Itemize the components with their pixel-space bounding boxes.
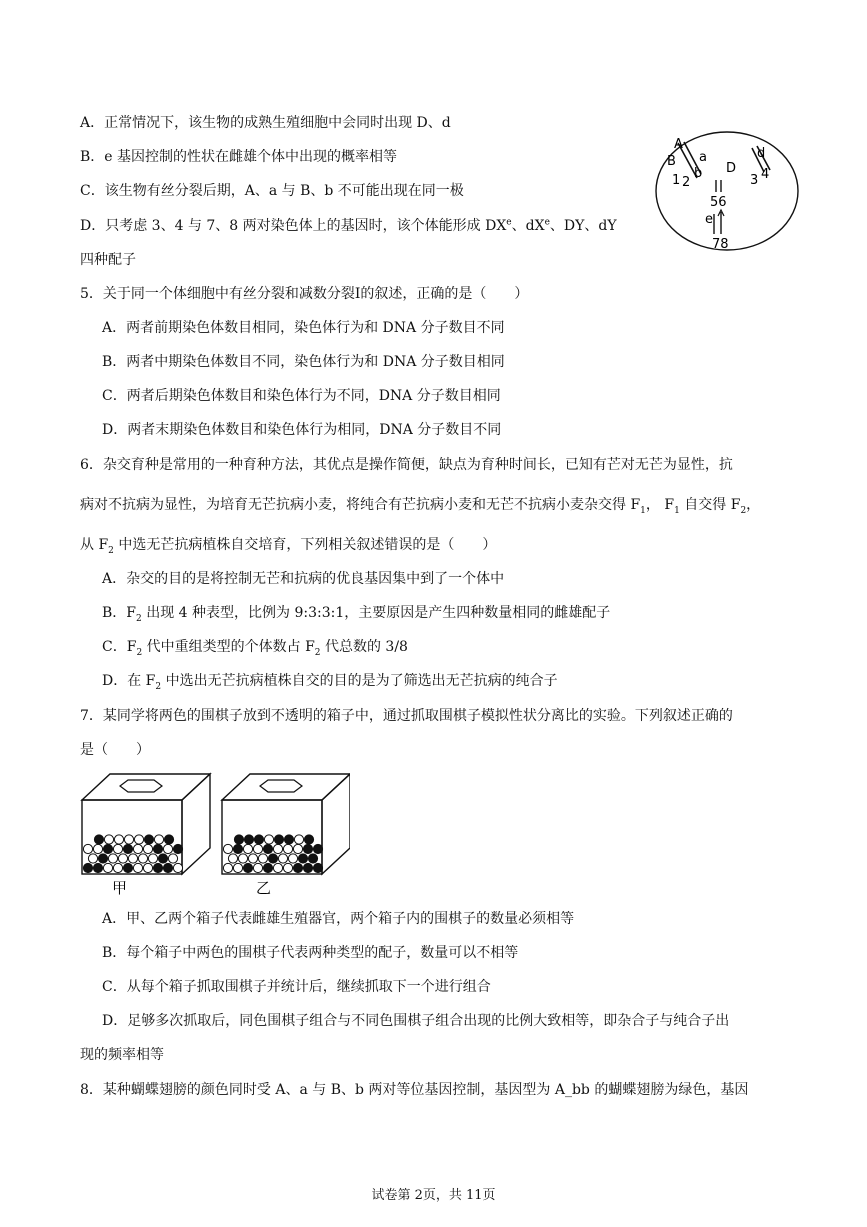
white-stone [148, 854, 157, 863]
black-stone [123, 844, 132, 853]
black-stone [263, 844, 272, 853]
white-stone [168, 854, 177, 863]
black-stone [123, 863, 132, 872]
q6-line2-a: 病对不抗病为显性，为培育无芒抗病小麦，将纯合有芒抗病小麦和无芒不抗病小麦杂交得 F [80, 497, 641, 513]
sub-2c: 2 [136, 613, 142, 624]
black-stone [274, 835, 283, 844]
q7-option-c: C．从每个箱子抓取围棋子并统计后，继续抓取下一个进行组合 [102, 979, 491, 995]
cell-label-a: a [699, 150, 707, 165]
q7-option-d-line1: D．足够多次抓取后，同色围棋子组合与不同色围棋子组合出现的比例大致相等，即杂合子与纯合子出 [102, 1013, 730, 1029]
sub-1b: 1 [674, 505, 680, 516]
q5-option-b: B．两者中期染色体数目不同，染色体行为和 DNA 分子数目相同 [102, 354, 505, 370]
q4-option-b: B．e 基因控制的性状在雌雄个体中出现的概率相等 [80, 149, 398, 165]
black-stone [163, 863, 172, 872]
cell-label-A: A [674, 137, 683, 152]
white-stone [104, 835, 113, 844]
q7-option-d-line2: 现的频率相等 [80, 1047, 164, 1063]
q7-stem-line2: 是（ ） [80, 742, 150, 758]
q5-option-c: C．两者后期染色体数目和染色体行为不同，DNA 分子数目相同 [102, 388, 501, 404]
white-stone [288, 854, 297, 863]
black-stone [303, 844, 312, 853]
black-stone [144, 835, 153, 844]
q6-stem-line2 [80, 496, 760, 514]
white-stone [258, 854, 267, 863]
white-stone [103, 863, 112, 872]
q6-option-c [102, 638, 408, 656]
black-stone [233, 844, 242, 853]
white-stone [253, 863, 262, 872]
sub-2: 2 [740, 505, 747, 516]
q6-line3-a: 从 F [80, 537, 109, 553]
white-stone [83, 844, 92, 853]
cell-diagram [654, 130, 800, 252]
q4-option-d-text: D．只考虑 3、4 与 7、8 两对染色体上的基因时，该个体能形成 DX [80, 218, 507, 234]
q4-option-d-text3: 、DY、dY [549, 218, 617, 234]
q6-optc-c: 代总数的 3/8 [320, 639, 408, 655]
sub-2b: 2 [108, 545, 114, 556]
q6-option-d [102, 672, 558, 690]
white-stone [154, 835, 163, 844]
white-stone [238, 854, 247, 863]
cell-label-2: 2 [682, 175, 691, 190]
cell-label-e: e [705, 212, 713, 227]
go-stones-boxes-figure [78, 772, 350, 898]
sup-e: e [506, 217, 512, 228]
black-stone [313, 844, 322, 853]
black-stone [94, 835, 103, 844]
cell-label-4: 4 [761, 167, 770, 182]
page-footer: 试卷第 2页，共 11页 [371, 1188, 496, 1203]
q4-option-d [80, 217, 617, 235]
white-stone [283, 863, 292, 872]
black-stone [83, 863, 92, 872]
white-stone [133, 863, 142, 872]
black-stone [313, 863, 322, 872]
box-yi-label: 乙 [256, 879, 272, 897]
q6-stem-line1: 6．杂交育种是常用的一种育种方法，其优点是操作简便，缺点为育种时间长，已知有芒对无芒为显性，抗 [80, 457, 733, 473]
white-stone [124, 835, 133, 844]
black-stone [234, 835, 243, 844]
q7-option-b: B．每个箱子中两色的围棋子代表两种类型的配子，数量可以不相等 [102, 945, 519, 961]
cell-label-3: 3 [750, 173, 759, 188]
black-stone [304, 835, 313, 844]
q6-line2-c: 自交得 F [679, 497, 741, 513]
sub-2d: 2 [136, 647, 143, 658]
black-stone [164, 835, 173, 844]
black-stone [98, 854, 107, 863]
white-stone [253, 844, 262, 853]
white-stone [293, 844, 302, 853]
cell-label-D: D [726, 161, 737, 176]
black-stone [173, 844, 182, 853]
sup-e2: e [544, 217, 550, 228]
cell-label-B: B [667, 154, 676, 169]
white-stone [273, 844, 282, 853]
white-stone [133, 844, 142, 853]
box-yi [222, 774, 350, 874]
q6-line2-d: ， [746, 497, 761, 513]
q6-optb-b: 出现 4 种表型，比例为 9:3:3:1，主要原因是产生四种数量相同的雌雄配子 [141, 605, 611, 621]
white-stone [173, 863, 182, 872]
black-stone [284, 835, 293, 844]
white-stone [273, 863, 282, 872]
q6-optc-a: C．F [102, 639, 137, 655]
white-stone [134, 835, 143, 844]
white-stone [143, 844, 152, 853]
q6-stem-line3 [80, 536, 496, 554]
white-stone [118, 854, 127, 863]
cell-label-d: d [757, 146, 766, 161]
q7-option-a: A．甲、乙两个箱子代表雌雄生殖器官，两个箱子内的围棋子的数量必须相等 [102, 911, 575, 927]
sub-1: 1 [640, 505, 646, 516]
black-stone [298, 854, 307, 863]
black-stone [103, 844, 112, 853]
black-stone [268, 854, 277, 863]
cell-label-78: 78 [712, 237, 729, 252]
box-jia [82, 774, 210, 874]
white-stone [228, 854, 237, 863]
q5-option-a: A．两者前期染色体数目相同，染色体行为和 DNA 分子数目不同 [102, 320, 505, 336]
q7-stem-line1: 7．某同学将两色的围棋子放到不透明的箱子中，通过抓取围棋子模拟性状分离比的实验。下列叙述正确的 [80, 708, 733, 724]
q4-option-c: C．该生物有丝分裂后期，A、a 与 B、b 不可能出现在同一极 [80, 183, 464, 199]
white-stone [278, 854, 287, 863]
black-stone [243, 863, 252, 872]
q4-option-a: A．正常情况下，该生物的成熟生殖细胞中会同时出现 D、d [80, 115, 451, 131]
q6-optd-b: 中选出无芒抗病植株自交的目的是为了筛选出无芒抗病的纯合子 [161, 673, 558, 689]
white-stone [248, 854, 257, 863]
q8-stem-line1: 8．某种蝴蝶翅膀的颜色同时受 A、a 与 B、b 两对等位基因控制，基因型为 A_bb 的蝴蝶翅膀为绿色，基因 [80, 1082, 749, 1098]
black-stone [158, 854, 167, 863]
white-stone [143, 863, 152, 872]
white-stone [223, 863, 232, 872]
white-stone [88, 854, 97, 863]
white-stone [283, 844, 292, 853]
black-stone [303, 863, 312, 872]
white-stone [128, 854, 137, 863]
cell-label-1: 1 [672, 173, 681, 188]
sub-2e: 2 [314, 647, 321, 658]
q4-option-d-line2: 四种配子 [80, 252, 136, 268]
q6-option-a: A．杂交的目的是将控制无芒和抗病的优良基因集中到了一个体中 [102, 571, 505, 587]
q6-optc-b: 代中重组类型的个体数占 F [142, 639, 315, 655]
q4-option-d-text2: 、dX [511, 218, 545, 234]
black-stone [244, 835, 253, 844]
white-stone [114, 835, 123, 844]
black-stone [293, 863, 302, 872]
q5-stem: 5．关于同一个体细胞中有丝分裂和减数分裂Ⅰ的叙述，正确的是（ ） [80, 286, 529, 302]
cell-label-56: 56 [710, 195, 727, 210]
black-stone [308, 854, 317, 863]
white-stone [113, 863, 122, 872]
white-stone [138, 854, 147, 863]
q5-option-d: D．两者末期染色体数目和染色体行为相同，DNA 分子数目不同 [102, 422, 502, 438]
q6-line2-b: ， F [645, 497, 675, 513]
white-stone [108, 854, 117, 863]
box-jia-label: 甲 [112, 879, 128, 897]
white-stone [294, 835, 303, 844]
white-stone [243, 844, 252, 853]
white-stone [264, 835, 273, 844]
black-stone [93, 863, 102, 872]
q6-optb-a: B．F [102, 605, 137, 621]
q6-line3-b: 中选无芒抗病植株自交培育，下列相关叙述错误的是（ ） [113, 537, 497, 553]
cell-label-b: b [694, 166, 703, 181]
black-stone [263, 863, 272, 872]
q6-option-b [102, 604, 610, 622]
white-stone [113, 844, 122, 853]
white-stone [163, 844, 172, 853]
black-stone [153, 863, 162, 872]
black-stone [254, 835, 263, 844]
white-stone [93, 844, 102, 853]
white-stone [223, 844, 232, 853]
white-stone [233, 863, 242, 872]
black-stone [153, 844, 162, 853]
q6-optd-a: D．在 F [102, 673, 156, 689]
sub-2f: 2 [155, 681, 162, 692]
